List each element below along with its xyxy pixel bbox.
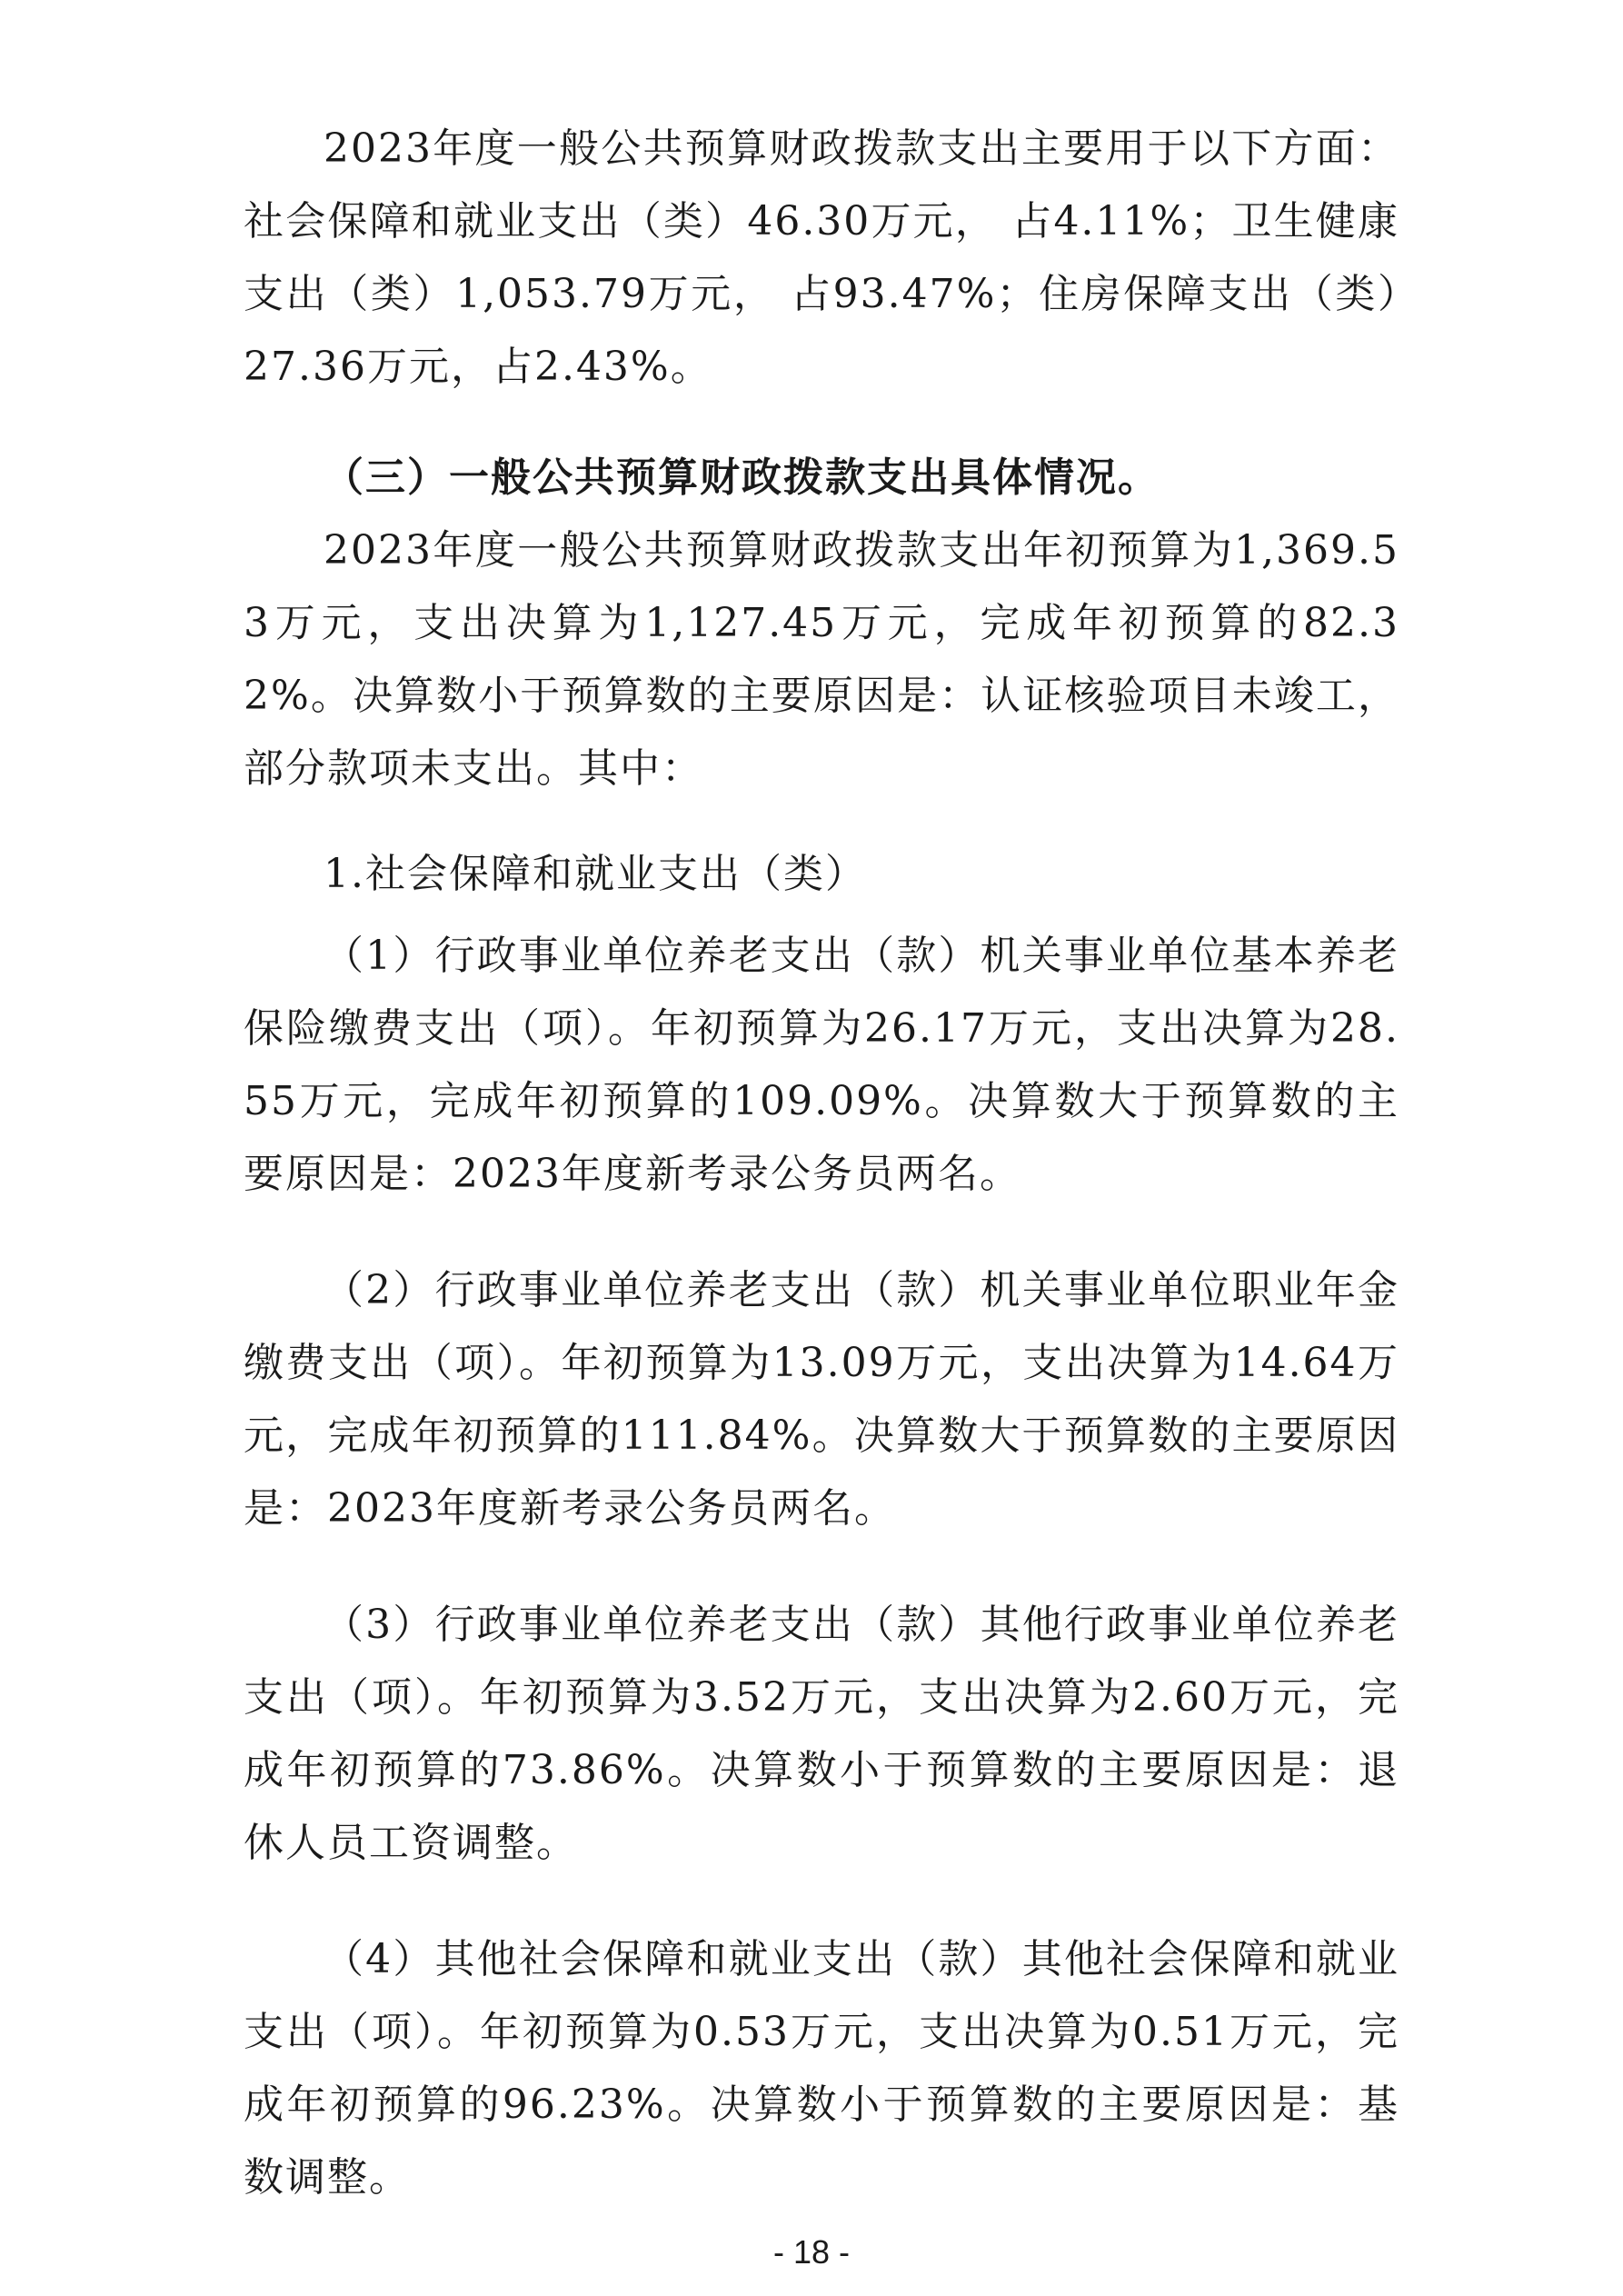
paragraph-item-1: （1）行政事业单位养老支出（款）机关事业单位基本养老保险缴费支出（项）。年初预算为26.17万元，支出决算为28.55万元，完成年初预算的109.09%。决算数大于预算数的主要原因是：2023年度新考录公务员两名。: [244, 933, 1399, 1197]
paragraph-item-2: （2）行政事业单位养老支出（款）机关事业单位职业年金缴费支出（项）。年初预算为13.09万元，支出决算为14.64万元，完成年初预算的111.84%。决算数大于预算数的主要原因是：2023年度新考录公务员两名。: [244, 1267, 1399, 1532]
paragraph-expenditure-summary: 2023年度一般公共预算财政拨款支出主要用于以下方面：社会保障和就业支出（类）46.30万元， 占4.11%；卫生健康支出（类）1,053.79万元， 占93.47%；住房保障支出（类）27.36万元，占2.43%。: [244, 125, 1399, 390]
paragraph-item-4: （4）其他社会保障和就业支出（款）其他社会保障和就业支出（项）。年初预算为0.53万元，支出决算为0.51万元，完成年初预算的96.23%。决算数小于预算数的主要原因是：基数调整。: [244, 1936, 1399, 2201]
paragraph-item-3: （3）行政事业单位养老支出（款）其他行政事业单位养老支出（项）。年初预算为3.52万元，支出决算为2.60万元，完成年初预算的73.86%。决算数小于预算数的主要原因是：退休人员工资调整。: [244, 1602, 1399, 1866]
paragraph-category-social-security: 1.社会保障和就业支出（类）: [324, 851, 867, 897]
paragraph-budget-overview: 2023年度一般公共预算财政拨款支出年初预算为1,369.53万元，支出决算为1,127.45万元，完成年初预算的82.32%。决算数小于预算数的主要原因是：认证核验项目未竣工，部分款项未支出。其中：: [244, 527, 1399, 792]
section-heading-three: （三）一般公共预算财政拨款支出具体情况。: [324, 454, 1160, 501]
page-number: - 18 -: [772, 2233, 851, 2271]
